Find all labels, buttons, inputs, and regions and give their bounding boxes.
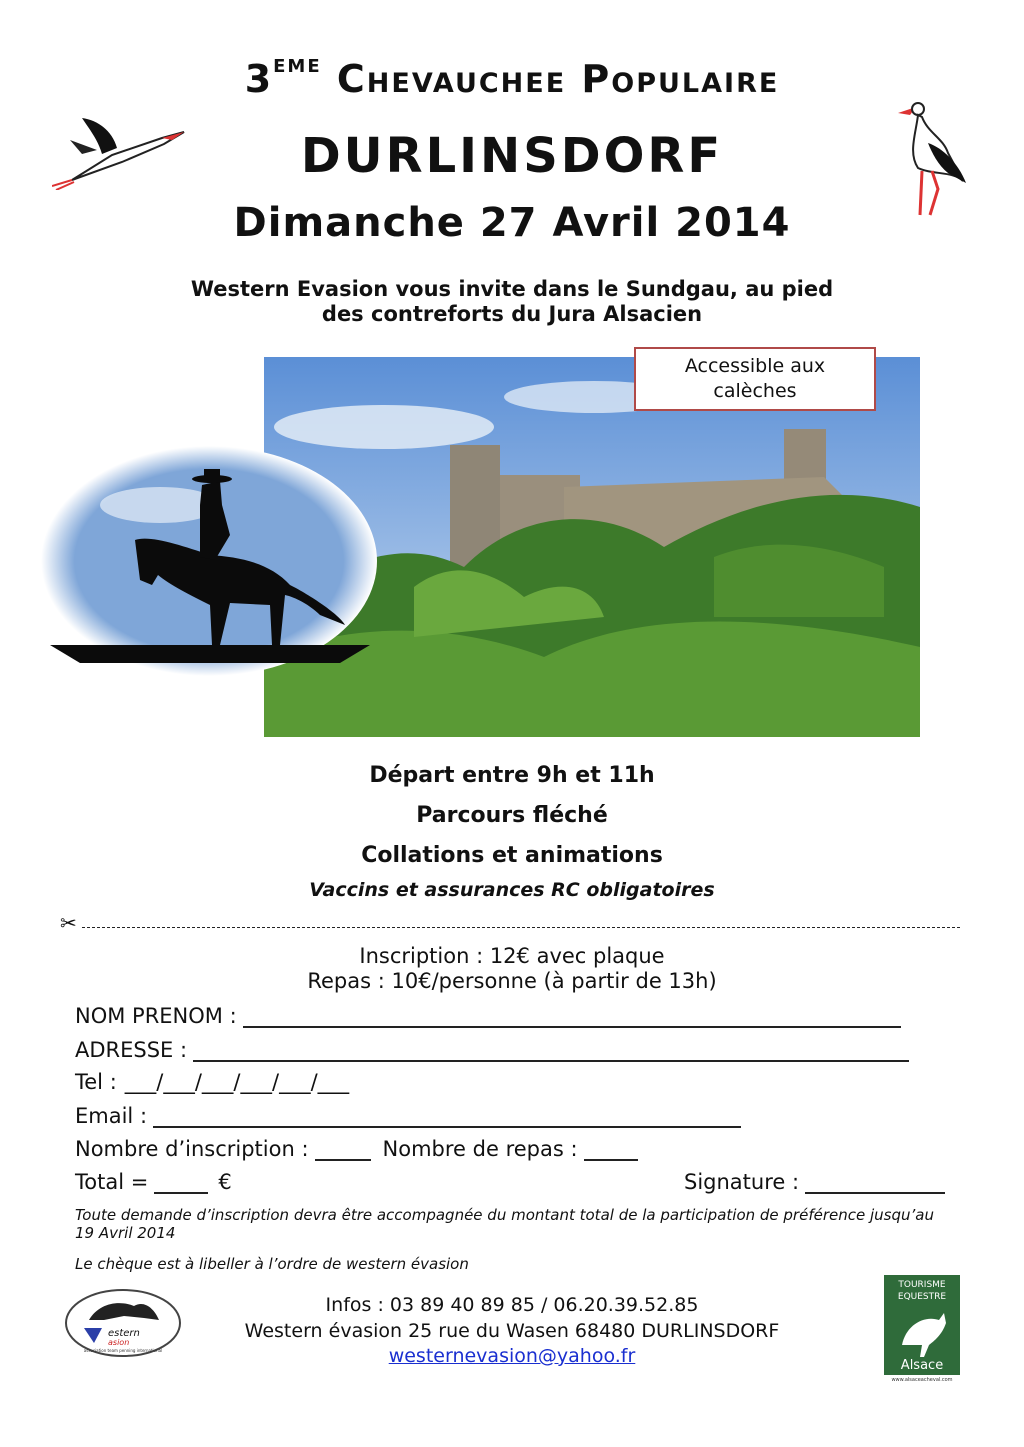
registration-count-label: Nombre d’inscription : bbox=[75, 1137, 309, 1161]
meal-count-label: Nombre de repas : bbox=[382, 1137, 578, 1161]
route-info: Parcours fléché bbox=[416, 803, 608, 828]
intro-line-1: Western Evasion vous invite dans le Sundgau, au pied bbox=[190, 277, 834, 301]
requirements-info: Vaccins et assurances RC obligatoires bbox=[309, 879, 715, 901]
logo-right-line3: Alsace bbox=[900, 1358, 944, 1373]
registration-price: Inscription : 12€ avec plaque bbox=[359, 944, 665, 968]
email-label: Email : bbox=[75, 1104, 148, 1128]
departure-info: Départ entre 9h et 11h bbox=[369, 763, 655, 788]
meal-price: Repas : 10€/personne (à partir de 13h) bbox=[307, 969, 717, 993]
town-title: DURLINSDORF bbox=[300, 128, 724, 184]
total-field[interactable] bbox=[75, 1170, 232, 1194]
tel-field[interactable] bbox=[75, 1070, 349, 1094]
name-input-line[interactable] bbox=[243, 1008, 901, 1028]
logo-right-line1: TOURISME bbox=[898, 1280, 946, 1290]
event-date: Dimanche 27 Avril 2014 bbox=[233, 200, 791, 246]
western-evasion-logo bbox=[64, 1288, 182, 1358]
logo-left-caption: association team penning international bbox=[83, 1348, 163, 1353]
contact-phones: Infos : 03 89 40 89 85 / 06.20.39.52.85 bbox=[325, 1294, 699, 1316]
currency-symbol: € bbox=[218, 1170, 232, 1194]
name-label: NOM PRENOM : bbox=[75, 1004, 237, 1028]
counts-row bbox=[75, 1137, 638, 1161]
signature-field[interactable] bbox=[684, 1170, 945, 1194]
signature-input-line[interactable] bbox=[805, 1174, 945, 1194]
cheque-note: Le chèque est à libeller à l’ordre de western évasion bbox=[75, 1255, 469, 1273]
edition-number: 3 bbox=[244, 57, 274, 101]
registration-count-input[interactable] bbox=[315, 1141, 371, 1161]
horse-rider-silhouette-photo bbox=[40, 445, 378, 677]
logo-left-text2: asion bbox=[108, 1338, 130, 1347]
address-label: ADRESSE : bbox=[75, 1038, 188, 1062]
callout-line-2: calèches bbox=[713, 380, 797, 402]
signature-label: Signature : bbox=[684, 1170, 800, 1194]
logo-right-url: www.alsaceacheval.com bbox=[891, 1377, 953, 1383]
total-input-line[interactable] bbox=[154, 1174, 208, 1194]
event-title bbox=[0, 56, 1024, 101]
name-field[interactable] bbox=[75, 1004, 901, 1028]
cut-line bbox=[60, 911, 960, 937]
dashed-divider bbox=[82, 927, 960, 928]
payment-deadline-note: Toute demande d’inscription devra être accompagnée du montant total de la participation de préférence jusqu’au 19 Avril 2014 bbox=[75, 1206, 934, 1242]
food-info: Collations et animations bbox=[361, 843, 663, 868]
contact-address: Western évasion 25 rue du Wasen 68480 DURLINSDORF bbox=[244, 1320, 780, 1342]
logo-right-line2: EQUESTRE bbox=[897, 1292, 947, 1302]
tourisme-equestre-alsace-logo bbox=[884, 1275, 960, 1383]
edition-suffix: EME bbox=[273, 56, 322, 77]
tel-input-slots[interactable]: ___/___/___/___/___/___ bbox=[124, 1070, 350, 1094]
address-field[interactable] bbox=[75, 1038, 909, 1062]
event-name: Chevauchee Populaire bbox=[336, 57, 780, 101]
address-input-line[interactable] bbox=[193, 1042, 909, 1062]
email-field[interactable] bbox=[75, 1104, 741, 1128]
email-input-line[interactable] bbox=[153, 1108, 741, 1128]
intro-line-2: des contreforts du Jura Alsacien bbox=[321, 302, 703, 326]
contact-email-link[interactable]: westernevasion@yahoo.fr bbox=[388, 1345, 636, 1367]
carriage-accessible-callout bbox=[634, 347, 876, 411]
intro-text bbox=[120, 277, 904, 327]
meal-count-input[interactable] bbox=[584, 1141, 638, 1161]
logo-left-text1: estern bbox=[108, 1328, 140, 1339]
total-label: Total = bbox=[75, 1170, 149, 1194]
scissors-icon: ✂ bbox=[60, 911, 77, 935]
callout-line-1: Accessible aux bbox=[684, 355, 826, 377]
tel-label: Tel : bbox=[75, 1070, 117, 1094]
